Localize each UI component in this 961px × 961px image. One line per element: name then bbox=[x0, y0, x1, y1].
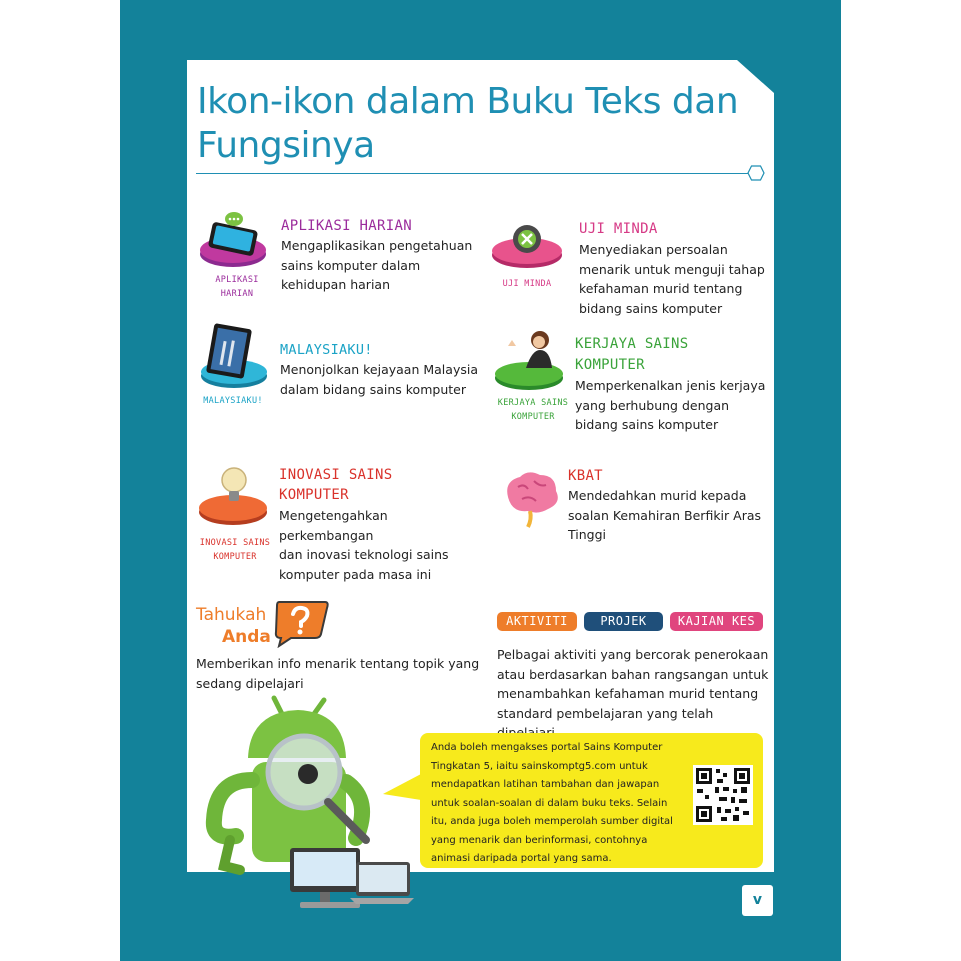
callout-pointer bbox=[383, 770, 423, 810]
description-line: dan inovasi teknologi sains bbox=[279, 547, 449, 562]
description-line: kefahaman murid tentang bbox=[579, 281, 743, 296]
anda-word: Anda bbox=[222, 627, 271, 647]
aplikasi-description bbox=[281, 236, 481, 295]
callout-line: Anda boleh mengakses portal Sains Komputer bbox=[431, 742, 663, 753]
description-line: Mendedahkan murid kepada bbox=[568, 488, 747, 503]
page-number: v bbox=[742, 885, 773, 916]
description-line: soalan Kemahiran Berfikir Aras bbox=[568, 507, 762, 523]
kerjaya-icon-caption bbox=[494, 396, 572, 424]
caption-line: MALAYSIAKU! bbox=[203, 396, 263, 406]
inovasi-description bbox=[279, 506, 479, 584]
caption-line: KOMPUTER bbox=[511, 412, 555, 422]
caption-line: KOMPUTER bbox=[213, 552, 257, 562]
inovasi-icon-caption bbox=[195, 536, 275, 564]
aplikasi-heading: APLIKASI HARIAN bbox=[281, 218, 412, 234]
phone-chat-icon bbox=[196, 208, 270, 272]
description-line: Mengetengahkan perkembangan bbox=[279, 508, 388, 543]
description-line: dalam bidang sains komputer bbox=[280, 381, 466, 397]
description-line: Memperkenalkan jenis kerjaya bbox=[575, 378, 766, 393]
callout-line: mendapatkan latihan tambahan dan jawapan bbox=[431, 779, 660, 790]
heading-line: KOMPUTER bbox=[279, 486, 349, 503]
uji-icon-caption bbox=[491, 277, 563, 291]
malaysia-description bbox=[280, 360, 480, 399]
kajian-kes-badge: KAJIAN KES bbox=[670, 612, 763, 631]
lightbulb-icon bbox=[196, 464, 272, 530]
businesswoman-icon bbox=[492, 326, 568, 394]
question-bubble-icon bbox=[271, 598, 331, 648]
title-line-1: Ikon-ikon dalam Buku Teks dan bbox=[197, 81, 739, 122]
kbat-heading: KBAT bbox=[568, 468, 603, 484]
title-divider bbox=[196, 173, 748, 174]
description-line: bidang sains komputer bbox=[579, 300, 723, 316]
qr-code-icon[interactable] bbox=[693, 765, 753, 825]
brain-icon bbox=[498, 467, 564, 533]
description-line: Menyediakan persoalan bbox=[579, 242, 728, 257]
description-line: sains komputer dalam bbox=[281, 257, 421, 273]
caption-line: APLIKASI bbox=[215, 275, 259, 285]
callout-line: animasi daripada portal yang sama. bbox=[431, 853, 612, 864]
description-line: Menonjolkan kejayaan Malaysia bbox=[280, 362, 478, 377]
callout-line: untuk soalan-soalan di dalam buku teks. Selain bbox=[431, 797, 668, 809]
description-line: atau berdasarkan bahan rangsangan untuk bbox=[497, 666, 769, 682]
caption-line: KERJAYA SAINS bbox=[497, 398, 569, 408]
aktiviti-badge: AKTIVITI bbox=[497, 612, 577, 631]
caption-line: INOVASI SAINS bbox=[199, 538, 271, 548]
heading-line: KERJAYA SAINS bbox=[575, 336, 689, 352]
description-line: menambahkan kefahaman murid tentang bbox=[497, 686, 759, 701]
description-line: bidang sains komputer bbox=[575, 417, 719, 432]
heading-line: KOMPUTER bbox=[575, 357, 645, 373]
gear-puzzle-icon bbox=[489, 219, 565, 273]
aplikasi-icon-caption bbox=[198, 273, 276, 301]
tahukah-description bbox=[196, 654, 486, 693]
callout-line: yang menarik dan berinformasi, contohnya bbox=[431, 834, 648, 846]
callout-line: Tingkatan 5, iaitu sainskomptg5.com untuk bbox=[431, 760, 648, 772]
description-line: kehidupan harian bbox=[281, 277, 391, 292]
heading-line: INOVASI SAINS bbox=[279, 467, 393, 483]
description-line: komputer pada masa ini bbox=[279, 566, 432, 582]
description-line: standard pembelajaran yang telah bbox=[497, 705, 714, 721]
kbat-description bbox=[568, 486, 768, 545]
uji-heading: UJI MINDA bbox=[579, 221, 658, 237]
kerjaya-heading bbox=[575, 334, 688, 376]
callout-text bbox=[431, 739, 685, 869]
tahukah-word: Tahukah bbox=[196, 605, 267, 625]
page-title bbox=[197, 80, 757, 168]
description-line: yang berhubung dengan bbox=[575, 397, 730, 413]
title-line-2: Fungsinya bbox=[197, 125, 375, 166]
projek-badge: PROJEK bbox=[584, 612, 663, 631]
description-line: Tinggi bbox=[568, 527, 606, 542]
description-line: sedang dipelajari bbox=[196, 675, 304, 691]
description-line: Pelbagai aktiviti yang bercorak penerokaan bbox=[497, 647, 769, 662]
inovasi-heading bbox=[279, 466, 392, 505]
description-line: Mengaplikasikan pengetahuan bbox=[281, 238, 473, 253]
description-line: menarik untuk menguji tahap bbox=[579, 261, 765, 277]
description-line: Memberikan info menarik tentang topik yang bbox=[196, 656, 480, 671]
caption-line: UJI MINDA bbox=[502, 279, 552, 289]
malaysia-icon-caption bbox=[197, 394, 269, 408]
uji-description bbox=[579, 240, 769, 318]
kerjaya-description bbox=[575, 376, 770, 435]
callout-line: itu, anda juga boleh memperolah sumber digital bbox=[431, 816, 673, 827]
caption-line: HARIAN bbox=[220, 289, 254, 299]
badges-description bbox=[497, 645, 769, 743]
city-skyline-icon bbox=[198, 322, 272, 392]
hexagon-icon bbox=[747, 165, 765, 181]
malaysia-heading: MALAYSIAKU! bbox=[280, 342, 373, 358]
